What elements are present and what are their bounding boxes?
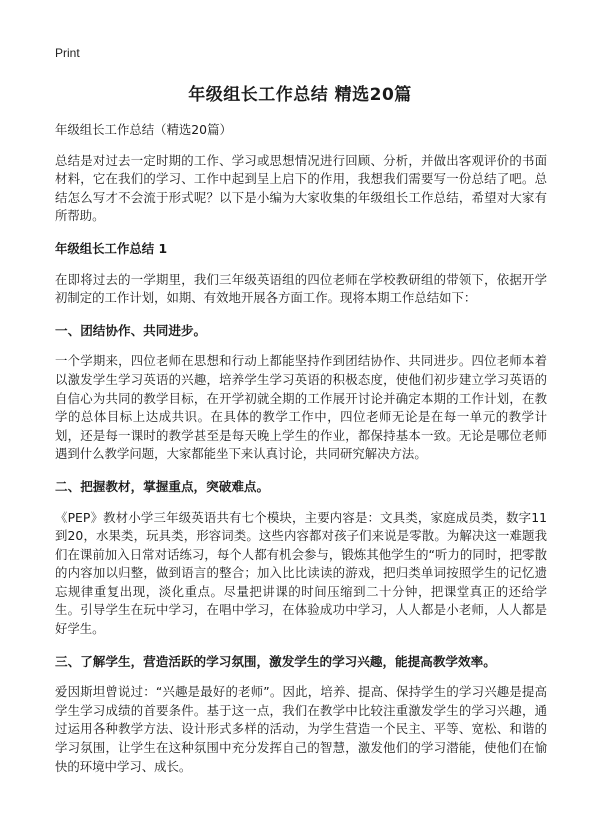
- section-heading: 一、团结协作、共同进步。: [55, 322, 207, 338]
- intro-paragraph: 总结是对过去一定时期的工作、学习或思想情况进行回顾、分析，并做出客观评价的书面材料，它在我们的学习、工作中起到呈上启下的作用，我想我们需要写一份总结了吧。总结怎么写才不会流于形式呢？以下是小编为大家收集的年级组长工作总结，希望对大家有所帮助。: [55, 152, 547, 224]
- print-link[interactable]: Print: [55, 46, 80, 60]
- section-heading: 二、把握教材，掌握重点，突破难点。: [55, 478, 270, 494]
- section-paragraph: 《PEP》教材小学三年级英语共有七个模块，主要内容是：文具类，家庭成员类，数字11到20，水果类，玩具类，形容词类。这些内容都对孩子们来说是零散。为解决这一难题我们在课前加入日常对话练习，每个人都有机会参与，锻炼其他学生的“听力的同时，把零散的内容加以归整，做到语言的整合；加入比比读读的游戏，把归类单词按照学生的记忆遗忘规律重复出现，淡化重点。尽量把讲课的时间压缩到二十分钟，把课堂真正的还给学生。引导学生在玩中学习，在唱中学习，在体验成功中学习，人人都是小老师，人人都是好学生。: [55, 509, 547, 637]
- section-heading: 三、了解学生，营造活跃的学习氛围，激发学生的学习兴趣，能提高教学效率。: [55, 653, 496, 669]
- page-title: 年级组长工作总结 精选20篇: [188, 85, 412, 105]
- document-subtitle: 年级组长工作总结（精选20篇）: [55, 122, 232, 137]
- summary-intro-paragraph: 在即将过去的一学期里，我们三年级英语组的四位老师在学校教研组的带领下，依据开学初制定的工作计划，如期、有效地开展各方面工作。现将本期工作总结如下：: [55, 271, 547, 306]
- section-paragraph: 一个学期来，四位老师在思想和行动上都能坚持作到团结协作、共同进步。四位老师本着以激发学生学习英语的兴趣，培养学生学习英语的积极态度，使他们初步建立学习英语的自信心为共同的教学目标，在开学初就全期的工作展开讨论并确定本期的工作计划，在教学的总体目标上达成共识。在具体的教学工作中，四位老师无论是在每一单元的教学计划，还是每一课时的教学甚至是每天晚上学生的作业，都保持基本一致。无论是哪位老师遇到什么教学问题，大家都能坐下来认真讨论，共同研究解决方法。: [55, 353, 547, 462]
- section-paragraph: 爱因斯坦曾说过：“兴趣是最好的老师”。因此，培养、提高、保持学生的学习兴趣是提高学生学习成绩的首要条件。基于这一点，我们在教学中比较注重激发学生的学习兴趣，通过运用各种教学方法、设计形式多样的活动，为学生营造一个民主、平等、宽松、和谐的学习氛围，让学生在这种氛围中充分发挥自己的智慧，激发他们的学习潜能，使他们在愉快的环境中学习、成长。: [55, 684, 547, 774]
- summary-title: 年级组长工作总结 1: [55, 240, 168, 256]
- document-body: [55, 121, 547, 790]
